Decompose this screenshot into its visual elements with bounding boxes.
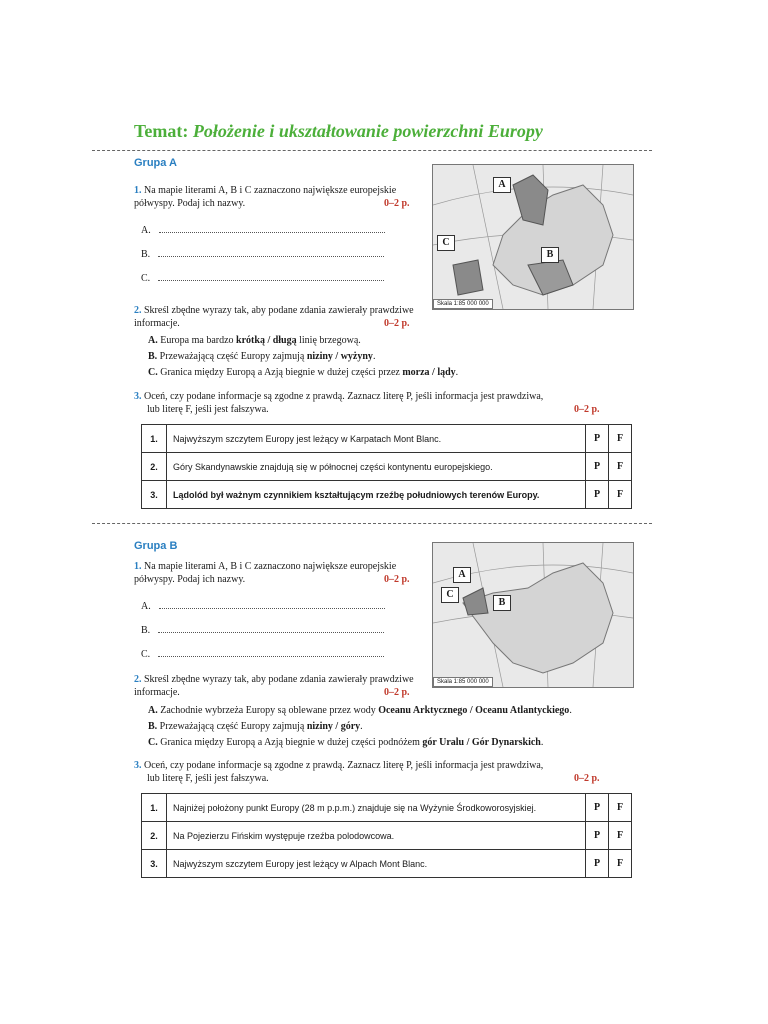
map-label-b: B [493, 595, 511, 611]
table-row [142, 453, 632, 481]
table-row [142, 822, 632, 850]
sentence-c[interactable] [148, 365, 458, 381]
group-a-q3 [134, 390, 600, 416]
q2-points: 0–2 p. [384, 318, 410, 329]
row-number: 1. [142, 794, 167, 822]
group-a-q2 [134, 304, 424, 330]
false-option[interactable]: F [609, 794, 632, 822]
true-option[interactable]: P [586, 453, 609, 481]
sentence-options[interactable]: gór Uralu / Gór Dynarskich [422, 737, 541, 748]
q3-number: 3. [134, 391, 142, 402]
sentence-options[interactable]: krótką / długą [236, 335, 297, 346]
group-b-tf-table [141, 793, 632, 878]
group-b-q1 [134, 560, 424, 586]
sentence-letter: C. [148, 367, 158, 378]
map-scale: Skala 1:85 000 000 [433, 299, 493, 309]
true-option[interactable]: P [586, 822, 609, 850]
sentence-options[interactable]: morza / lądy [402, 367, 456, 378]
group-b-heading: Grupa B [134, 540, 178, 552]
europe-map-a [432, 164, 634, 310]
row-number: 3. [142, 850, 167, 878]
answer-line[interactable] [158, 646, 384, 657]
q1-points: 0–2 p. [384, 198, 410, 209]
q3-text-line1: Oceń, czy podane informacje są zgodne z prawdą. Zaznacz literę P, jeśli informacja jest prawdziwa, [144, 391, 544, 402]
true-option[interactable]: P [586, 794, 609, 822]
answer-letter: A. [141, 601, 151, 612]
q2-number: 2. [134, 674, 142, 685]
row-number: 2. [142, 453, 167, 481]
answer-line[interactable] [158, 246, 384, 257]
q3-points: 0–2 p. [574, 773, 600, 784]
row-number: 2. [142, 822, 167, 850]
map-label-a: A [453, 567, 471, 583]
q2-number: 2. [134, 305, 142, 316]
group-b-q3 [134, 759, 600, 785]
sentence-b[interactable] [148, 719, 572, 735]
q2-text: Skreśl zbędne wyrazy tak, aby podane zdania zawierały prawdziwe informacje. [134, 305, 414, 329]
sentence-end: . [372, 351, 376, 362]
sentence-a[interactable] [148, 333, 458, 349]
map-label-b: B [541, 247, 559, 263]
answer-line[interactable] [159, 598, 385, 609]
answer-line[interactable] [158, 622, 384, 633]
sentence-b[interactable] [148, 349, 458, 365]
q3-number: 3. [134, 760, 142, 771]
answer-b[interactable] [141, 246, 384, 260]
sentence-letter: A. [148, 335, 158, 346]
group-a-q1 [134, 184, 424, 210]
sentence-options[interactable]: niziny / góry [306, 721, 361, 732]
table-row [142, 850, 632, 878]
sentence-letter: A. [148, 705, 158, 716]
q3-text-line2: lub literę F, jeśli jest fałszywa. [147, 404, 269, 415]
row-number: 3. [142, 481, 167, 509]
sentence-letter: C. [148, 737, 158, 748]
map-label-c: C [441, 587, 459, 603]
q1-text: Na mapie literami A, B i C zaznaczono największe europejskie półwyspy. Podaj ich nazwy. [134, 561, 397, 585]
divider [92, 523, 652, 524]
table-row [142, 794, 632, 822]
row-statement: Lądolód był ważnym czynnikiem kształtującym rzeźbę południowych terenów Europy. [167, 481, 586, 509]
title-prefix: Temat: [134, 121, 189, 141]
row-statement: Góry Skandynawskie znajdują się w północnej części kontynentu europejskiego. [167, 453, 586, 481]
map-label-a: A [493, 177, 511, 193]
sentence-options[interactable]: Oceanu Arktycznego / Oceanu Atlantyckiego [378, 705, 570, 716]
false-option[interactable]: F [609, 822, 632, 850]
true-option[interactable]: P [586, 850, 609, 878]
row-statement: Na Pojezierzu Fińskim występuje rzeźba polodowcowa. [167, 822, 586, 850]
sentence-end: . [540, 737, 544, 748]
answer-line[interactable] [158, 270, 384, 281]
sentence-letter: B. [148, 351, 158, 362]
answer-c[interactable] [141, 270, 384, 284]
title-topic: Położenie i ukształtowanie powierzchni Europy [192, 121, 543, 141]
sentence-text: Zachodnie wybrzeża Europy są oblewane przez wody [160, 705, 376, 716]
table-row [142, 425, 632, 453]
true-option[interactable]: P [586, 481, 609, 509]
q1-points: 0–2 p. [384, 574, 410, 585]
answer-a[interactable] [141, 598, 385, 612]
europe-map-b [432, 542, 634, 688]
q3-text-line2: lub literę F, jeśli jest fałszywa. [147, 773, 269, 784]
group-a-tf-table [141, 424, 632, 509]
group-a-sentences [148, 333, 458, 381]
sentence-end: . [455, 367, 459, 378]
q1-number: 1. [134, 185, 142, 196]
row-number: 1. [142, 425, 167, 453]
europe-map-drawing [433, 165, 633, 309]
sentence-text: Europa ma bardzo [160, 335, 234, 346]
answer-letter: C. [141, 273, 151, 284]
row-statement: Najniżej położony punkt Europy (28 m p.p.m.) znajduje się na Wyżynie Środkoworosyjskiej. [167, 794, 586, 822]
europe-map-drawing [433, 543, 633, 687]
answer-b[interactable] [141, 622, 384, 636]
sentence-end: . [360, 721, 363, 732]
answer-a[interactable] [141, 222, 385, 236]
sentence-c[interactable] [148, 735, 572, 751]
answer-letter: A. [141, 225, 151, 236]
group-b-q2 [134, 673, 424, 699]
divider [92, 150, 652, 151]
sentence-text: Granica między Europą a Azją biegnie w dużej części podnóżem [160, 737, 420, 748]
false-option[interactable]: F [609, 425, 632, 453]
map-label-c: C [437, 235, 455, 251]
q1-text: Na mapie literami A, B i C zaznaczono największe europejskie półwyspy. Podaj ich nazwy. [134, 185, 397, 209]
sentence-a[interactable] [148, 703, 572, 719]
answer-letter: C. [141, 649, 151, 660]
sentence-text: Przeważającą część Europy zajmują [159, 351, 305, 362]
q3-text-line1: Oceń, czy podane informacje są zgodne z prawdą. Zaznacz literę P, jeśli informacja jest prawdziwa, [144, 760, 544, 771]
answer-line[interactable] [159, 222, 385, 233]
group-a-heading: Grupa A [134, 157, 177, 169]
sentence-letter: B. [148, 721, 158, 732]
sentence-options[interactable]: niziny / wyżyny [306, 351, 373, 362]
answer-c[interactable] [141, 646, 384, 660]
q2-text: Skreśl zbędne wyrazy tak, aby podane zdania zawierały prawdziwe informacje. [134, 674, 414, 698]
sentence-end: . [569, 705, 572, 716]
true-option[interactable]: P [586, 425, 609, 453]
row-statement: Najwyższym szczytem Europy jest leżący w Karpatach Mont Blanc. [167, 425, 586, 453]
page-title [134, 121, 543, 142]
map-scale: Skala 1:85 000 000 [433, 677, 493, 687]
answer-letter: B. [141, 249, 151, 260]
answer-letter: B. [141, 625, 151, 636]
sentence-text: Granica między Europą a Azją biegnie w dużej części przez [160, 367, 400, 378]
false-option[interactable]: F [609, 453, 632, 481]
false-option[interactable]: F [609, 850, 632, 878]
group-b-sentences [148, 703, 572, 751]
sentence-text: Przeważającą część Europy zajmują [159, 721, 305, 732]
row-statement: Najwyższym szczytem Europy jest leżący w Alpach Mont Blanc. [167, 850, 586, 878]
q1-number: 1. [134, 561, 142, 572]
false-option[interactable]: F [609, 481, 632, 509]
sentence-end: linię brzegową. [299, 335, 361, 346]
q2-points: 0–2 p. [384, 687, 410, 698]
table-row [142, 481, 632, 509]
q3-points: 0–2 p. [574, 404, 600, 415]
